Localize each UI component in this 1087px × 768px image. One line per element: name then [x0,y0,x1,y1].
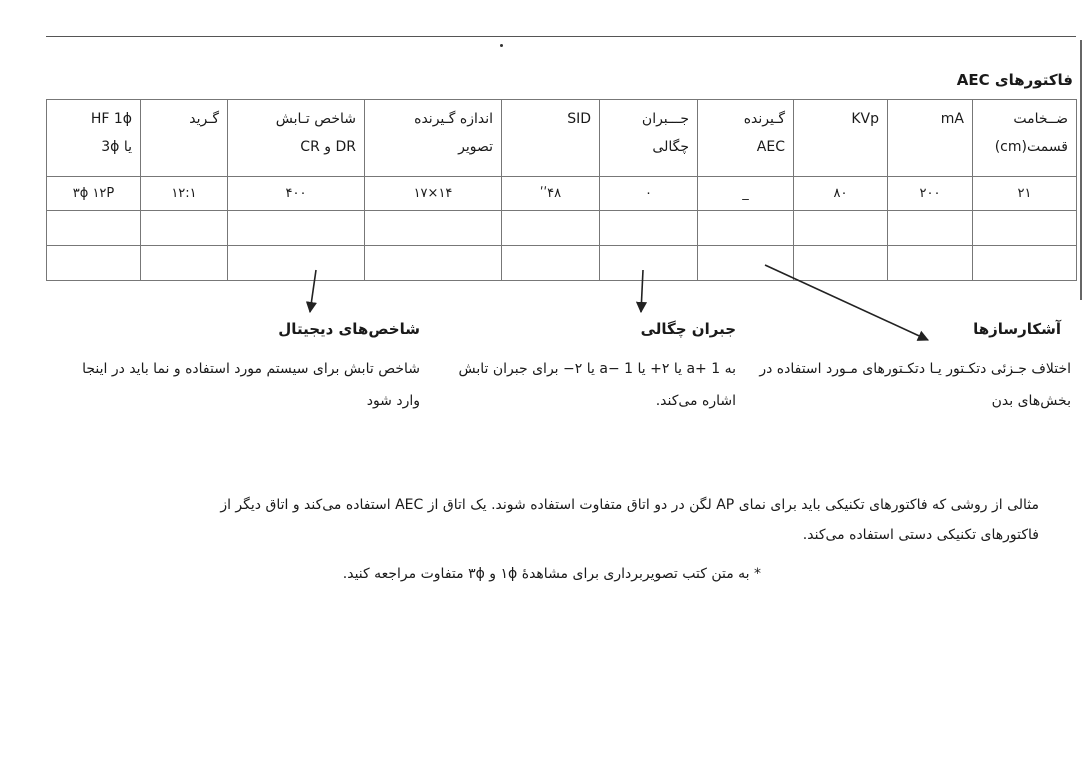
header-thickness: ضــخامت قسمت(cm) [973,100,1077,177]
table-row [47,211,1077,246]
note-detectors-title: آشکارسازها [973,320,1061,338]
table-cell [47,246,141,281]
header-grid: گـرید [141,100,228,177]
table-cell [698,211,794,246]
table-cell [794,211,888,246]
table-row [47,177,1077,211]
table-cell [698,246,794,281]
table-row [47,246,1077,281]
table-cell: _ [698,177,794,211]
header-density: جـــبران چگالی [600,100,698,177]
aec-factors-table [46,99,1077,281]
table-cell [47,211,141,246]
header-ma: mA [888,100,973,177]
page-edge-rule [1080,40,1082,300]
table-cell [228,211,365,246]
header-phase: HF 1ϕ یا 3ϕ [47,100,141,177]
footnote: * به متن کتب تصویربرداری برای مشاهدهٔ ۱ϕ و ۳ϕ متفاوت مراجعه کنید. [342,566,761,582]
header-exposure-index: شاخص تـابش DR و CR [228,100,365,177]
header-kvp: KVp [794,100,888,177]
note-digital-body: شاخص تابش برای سیستم مورد استفاده و نما باید در اینجا وارد شود [82,361,420,409]
table-cell [365,211,502,246]
table-cell [888,246,973,281]
table-cell [600,246,698,281]
table-cell [973,246,1077,281]
table-cell: ۸۰ [794,177,888,211]
table-cell: ۴۰۰ [228,177,365,211]
table-cell [141,211,228,246]
note-density-title: جبران چگالی [640,320,736,338]
table-header-row [47,100,1077,177]
note-density-body: به 1 +a یا ۲+ یا 1 −a یا ۲− برای جبران تابش اشاره می‌کند. [458,361,736,409]
table-cell: ۲۱ [973,177,1077,211]
top-rule [46,36,1076,37]
table-cell [888,211,973,246]
table-cell [365,246,502,281]
section-title: فاکتورهای AEC [956,71,1073,89]
note-detectors-body: اختلاف جـزئی دتکـتور یـا دتکـتورهای مـورد استفاده در بخش‌های بدن [759,361,1071,409]
table-cell: ۳ϕ ۱۲P [47,177,141,211]
table-cell: ۱۲:۱ [141,177,228,211]
table-cell [973,211,1077,246]
table-cell [502,211,600,246]
header-aec-receptor: گـیرنده AEC [698,100,794,177]
note-digital-title: شاخص‌های دیجیتال [278,320,420,338]
table-cell [502,246,600,281]
table-cell [600,211,698,246]
table-cell [141,246,228,281]
table-cell [228,246,365,281]
speck-dot [500,44,503,47]
table-cell [794,246,888,281]
header-ir-size: اندازه گـیرنده تصویر [365,100,502,177]
header-sid: SID [502,100,600,177]
table-cell: ۴۸ʹʹ [502,177,600,211]
caption-paragraph: مثالی از روشی که فاکتورهای تکنیکی باید برای نمای AP لگن در دو اتاق متفاوت استفاده شوند. یک اتاق از AEC استفاده می‌کند و اتاق دیگر از فاکتورهای تکنیکی دستی استفاده می‌کند. [220,497,1039,543]
table-cell: ۰ [600,177,698,211]
table-cell: ۱۴×۱۷ [365,177,502,211]
table-cell: ۲۰۰ [888,177,973,211]
